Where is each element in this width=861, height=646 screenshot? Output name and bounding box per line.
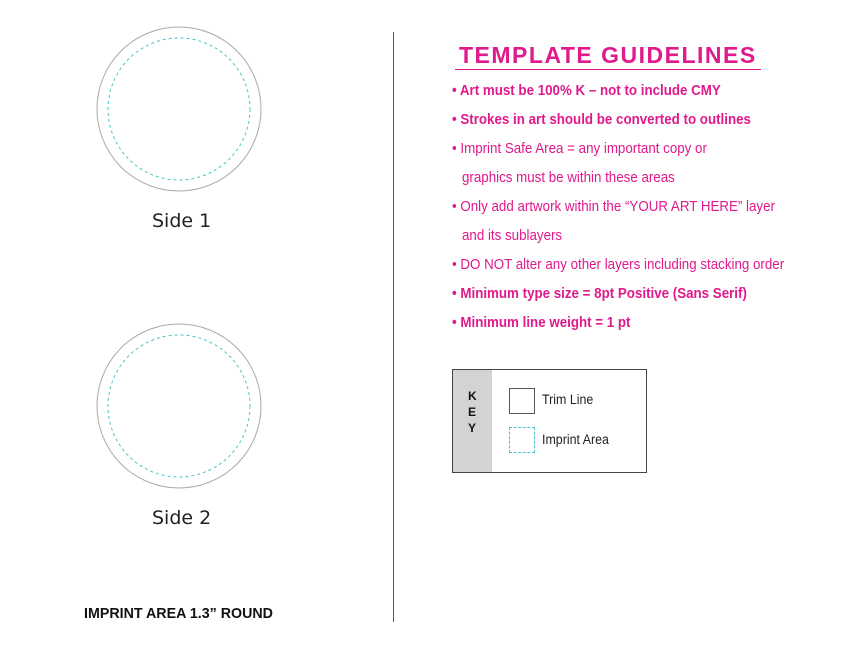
- guideline-item: • DO NOT alter any other layers including stacking order: [452, 257, 785, 273]
- side-2-template: [96, 323, 262, 489]
- side-1-template: [96, 26, 262, 192]
- side-2-imprint-area: [108, 335, 250, 477]
- key-letter: K: [468, 389, 477, 403]
- imprint-area-title: IMPRINT AREA 1.3” ROUND: [84, 605, 273, 622]
- key-legend: [452, 369, 647, 473]
- side-1-trim-line: [97, 27, 261, 191]
- imprint-area-swatch: [509, 427, 535, 453]
- guideline-item: • Minimum type size = 8pt Positive (Sans Serif): [452, 286, 747, 302]
- guideline-item: • Imprint Safe Area = any important copy or: [452, 141, 707, 157]
- key-letter: E: [468, 405, 477, 419]
- key-letter: Y: [468, 421, 477, 435]
- trim-line-swatch: [509, 388, 535, 414]
- guideline-item: • Only add artwork within the “YOUR ART HERE” layer: [452, 199, 775, 215]
- side-1-imprint-area: [108, 38, 250, 180]
- guidelines-title: TEMPLATE GUIDELINES: [459, 42, 757, 68]
- side-1-label: Side 1: [152, 210, 212, 232]
- guideline-item-continued: graphics must be within these areas: [462, 170, 675, 186]
- guideline-item: • Art must be 100% K – not to include CMY: [452, 83, 721, 99]
- vertical-divider: [393, 32, 394, 622]
- guidelines-title-underline: [455, 69, 761, 70]
- key-strip: [453, 370, 492, 472]
- side-2-trim-line: [97, 324, 261, 488]
- trim-line-label: Trim Line: [542, 392, 594, 407]
- guideline-item: • Strokes in art should be converted to outlines: [452, 112, 751, 128]
- side-2-label: Side 2: [152, 507, 212, 529]
- guideline-item: • Minimum line weight = 1 pt: [452, 315, 631, 331]
- imprint-area-label: Imprint Area: [542, 432, 609, 447]
- guideline-item-continued: and its sublayers: [462, 228, 563, 244]
